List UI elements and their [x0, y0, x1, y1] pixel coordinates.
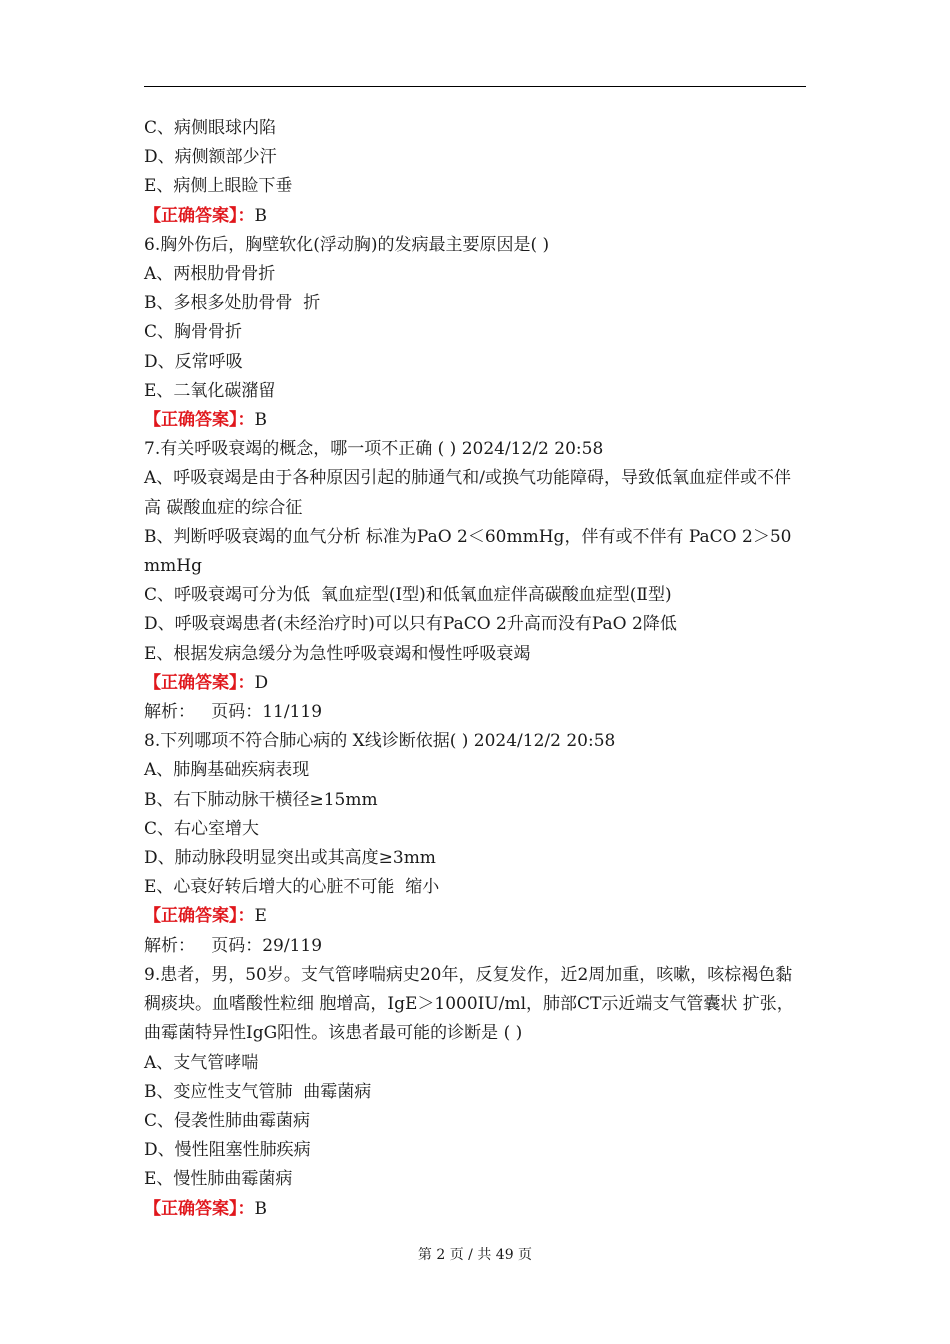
- answer-option: B、多根多处肋骨骨 折: [144, 293, 321, 314]
- question-stem: 6.胸外伤后，胸壁软化(浮动胸)的发病最主要原因是( ): [144, 234, 550, 255]
- answer-option: E、二氧化碳潴留: [144, 380, 276, 401]
- answer-option: E、慢性肺曲霉菌病: [144, 1169, 293, 1190]
- question-stem: 8.下列哪项不符合肺心病的 X线诊断依据( ) 2024/12/2 20:58: [144, 731, 616, 752]
- answer-option: E、病侧上眼睑下垂: [144, 176, 293, 197]
- correct-answer-value: B: [254, 410, 267, 431]
- correct-answer-line: [144, 669, 806, 698]
- answer-option: A、支气管哮喘: [144, 1052, 259, 1073]
- page-content: [144, 114, 806, 1224]
- question-stem: 9.患者，男，50岁。支气管哮喘病史20年，反复发作，近2周加重，咳嗽，咳棕褐色黏稠痰块。血嗜酸性粒细 胞增高，IgE＞1000IU/ml，肺部CT示近端支气管囊状 扩张，曲霉菌特异性IgG阳性。该患者最可能的诊断是 ( ): [144, 964, 794, 1044]
- answer-option: A、肺胸基础疾病表现: [144, 760, 310, 781]
- answer-option: D、反常呼吸: [144, 351, 243, 372]
- correct-answer-line: [144, 406, 806, 435]
- answer-option: D、呼吸衰竭患者(未经治疗时)可以只有PaCO 2升高而没有PaO 2降低: [144, 614, 677, 635]
- answer-option: C、右心室增大: [144, 818, 260, 839]
- answer-option: C、呼吸衰竭可分为低 氧血症型(Ⅰ型)和低氧血症伴高碳酸血症型(Ⅱ型): [144, 585, 672, 606]
- correct-answer-line: [144, 902, 806, 931]
- correct-answer-label: 【正确答案】：: [144, 672, 255, 693]
- answer-option: A、呼吸衰竭是由于各种原因引起的肺通气和/或换气功能障碍，导致低氧血症伴或不伴高 碳酸血症的综合征: [144, 468, 792, 518]
- answer-option: C、胸骨骨折: [144, 322, 243, 343]
- answer-option: D、慢性阻塞性肺疾病: [144, 1140, 311, 1161]
- answer-option: C、侵袭性肺曲霉菌病: [144, 1110, 311, 1131]
- answer-option: B、右下肺动脉干横径≥15mm: [144, 789, 378, 810]
- answer-option: B、判断呼吸衰竭的血气分析 标准为PaO 2＜60mmHg，伴有或不伴有 PaCO 2＞50mmHg: [144, 526, 792, 577]
- answer-option: D、肺动脉段明显突出或其高度≥3mm: [144, 848, 436, 869]
- correct-answer-label: 【正确答案】：: [144, 205, 255, 226]
- correct-answer-label: 【正确答案】：: [144, 906, 255, 927]
- analysis-note: 解析： 页码：11/119: [144, 702, 323, 723]
- correct-answer-value: E: [254, 906, 267, 927]
- analysis-note: 解析： 页码：29/119: [144, 935, 323, 956]
- answer-option: D、病侧额部少汗: [144, 147, 277, 168]
- answer-option: E、心衰好转后增大的心脏不可能 缩小: [144, 877, 440, 898]
- question-stem: 7.有关呼吸衰竭的概念，哪一项不正确 ( ) 2024/12/2 20:58: [144, 439, 604, 460]
- correct-answer-value: B: [254, 1198, 267, 1219]
- answer-option: B、变应性支气管肺 曲霉菌病: [144, 1081, 372, 1102]
- correct-answer-label: 【正确答案】：: [144, 410, 255, 431]
- correct-answer-line: [144, 1195, 806, 1224]
- answer-option: E、根据发病急缓分为急性呼吸衰竭和慢性呼吸衰竭: [144, 643, 531, 664]
- correct-answer-line: [144, 202, 806, 231]
- page-footer: 第 2 页 / 共 49 页: [417, 1247, 533, 1263]
- answer-option: C、病侧眼球内陷: [144, 118, 277, 138]
- header-rule: [144, 86, 806, 87]
- correct-answer-label: 【正确答案】：: [144, 1198, 255, 1219]
- correct-answer-value: B: [254, 205, 267, 226]
- correct-answer-value: D: [254, 672, 269, 693]
- answer-option: A、两根肋骨骨折: [144, 264, 276, 285]
